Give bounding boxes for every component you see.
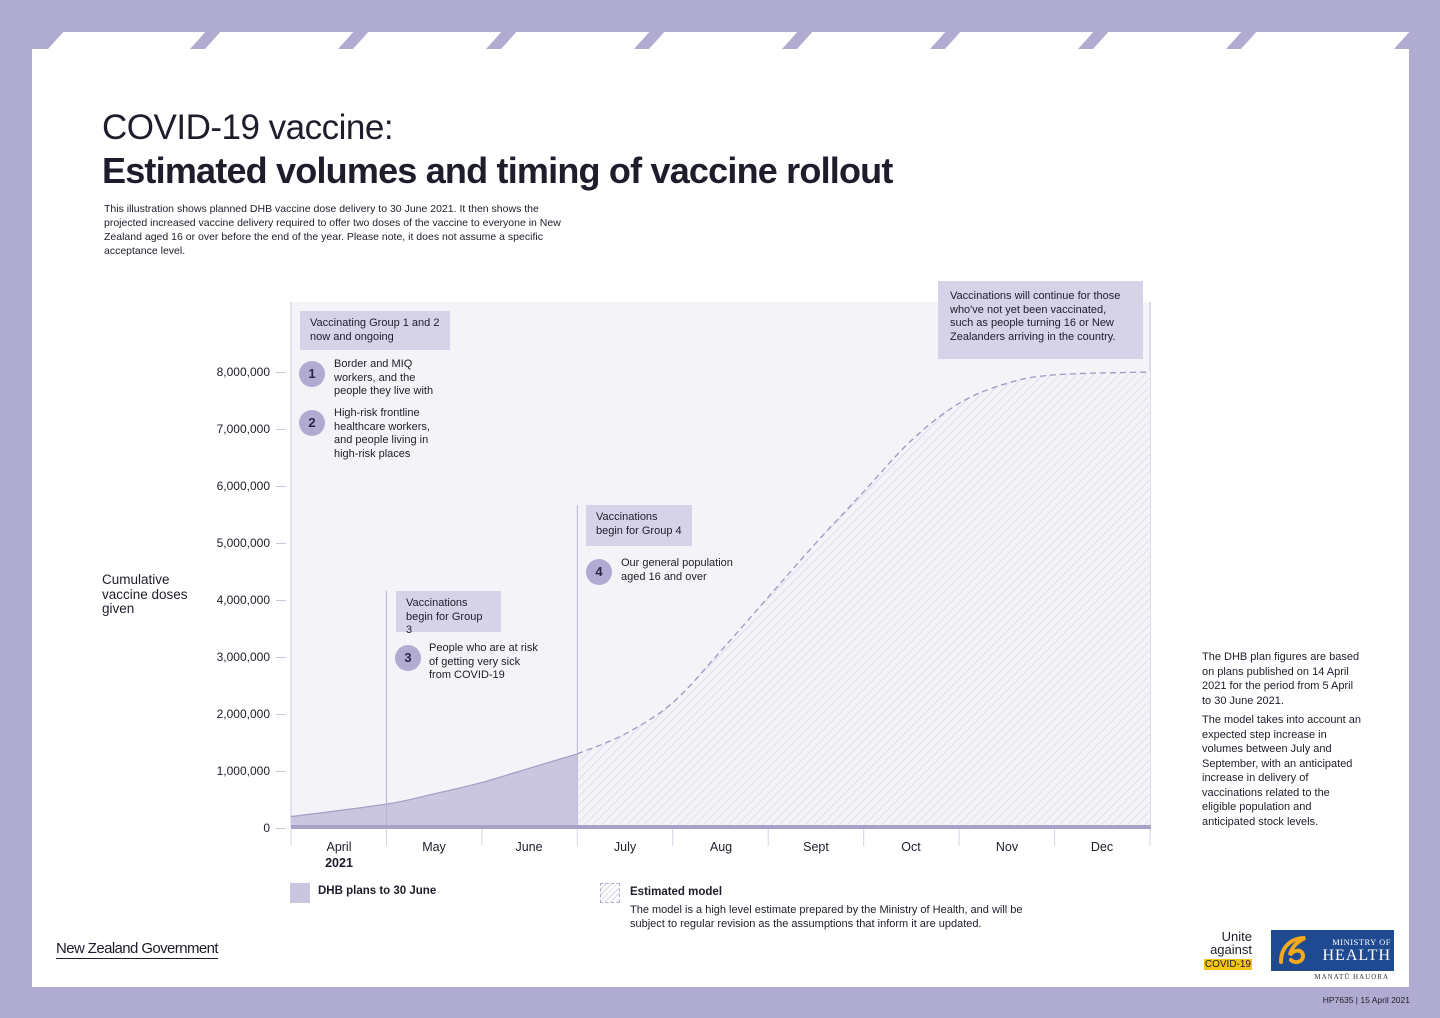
group12-box: Vaccinating Group 1 and 2 now and ongoing: [300, 311, 450, 350]
x-axis-baseline: [291, 825, 1151, 829]
y-tick-label: 1,000,000: [216, 764, 270, 778]
moh-line-2: HEALTH: [1322, 947, 1391, 964]
x-year-label: 2021: [325, 856, 353, 870]
group1-description: Border and MIQ workers, and the people they live with: [334, 358, 434, 397]
y-tick-label: 8,000,000: [216, 365, 270, 379]
group4-number: 4: [586, 559, 612, 585]
y-tick-label: 2,000,000: [216, 707, 270, 721]
y-tick-mark: [276, 771, 286, 772]
unite-text: Unite: [1221, 929, 1252, 944]
note-model: The model takes into account an expected step increase in volumes between July and September, with an anticipated increase in delivery of vaccinations related to the eligible population and anticipated stock levels.: [1202, 714, 1361, 828]
y-tick-mark: [276, 600, 286, 601]
x-tick-label: July: [613, 840, 637, 854]
x-tick-label: April: [326, 840, 352, 854]
legend-dhb-label: DHB plans to 30 June: [318, 885, 437, 897]
x-tick-label: June: [515, 840, 543, 854]
y-tick-mark: [276, 429, 286, 430]
title-line-2: Estimated volumes and timing of vaccine rollout: [102, 150, 893, 191]
y-tick-label: 5,000,000: [216, 536, 270, 550]
legend-model-description: The model is a high level estimate prepared by the Ministry of Health, and will be subject to regular revision as the assumptions that inform it are updated.: [630, 904, 1023, 930]
group3-box: Vaccinations begin for Group 3: [396, 591, 501, 632]
x-tick-label: Aug: [709, 840, 733, 854]
legend-model-label: Estimated model: [630, 886, 723, 898]
x-tick-label: May: [422, 840, 446, 854]
covid19-badge: COVID-19: [1204, 959, 1251, 970]
koru-icon: [1277, 935, 1309, 966]
intro-text: This illustration shows planned DHB vaccine dose delivery to 30 June 2021. It then shows the projected increased vaccine delivery required to offer two doses of the vaccine to everyone in New Zealand aged 16 or over before the end of the year. Please note, it does not assume a specific acceptance level.: [104, 203, 561, 257]
legend-dhb-swatch: [290, 883, 310, 903]
document-reference: HP7635 | 15 April 2021: [1322, 995, 1410, 1005]
y-tick-mark: [276, 714, 286, 715]
y-tick-label: 0: [263, 821, 270, 835]
manatu-hauora-text: MANATŪ HAUORA: [1314, 973, 1389, 981]
group4-box: Vaccinations begin for Group 4: [586, 505, 692, 546]
group4-description: Our general population aged 16 and over: [621, 557, 733, 583]
y-tick-label: 7,000,000: [216, 422, 270, 436]
legend-model-swatch: [600, 883, 620, 903]
note-dhb-plan: The DHB plan figures are based on plans published on 14 April 2021 for the period from 5 April to 30 June 2021.: [1202, 651, 1360, 707]
y-axis-label: Cumulative vaccine doses given: [102, 572, 188, 616]
y-tick-mark: [276, 372, 286, 373]
x-tick-label: Dec: [1090, 840, 1114, 854]
y-tick-mark: [276, 828, 286, 829]
moh-line-1: MINISTRY OF: [1332, 937, 1391, 947]
y-tick-mark: [276, 657, 286, 658]
group2-number: 2: [299, 410, 325, 436]
against-text: against: [1210, 942, 1252, 957]
group3-number: 3: [395, 645, 421, 671]
y-tick-label: 6,000,000: [216, 479, 270, 493]
title-line-1: COVID-19 vaccine:: [102, 108, 394, 147]
side-notes: [1202, 650, 1362, 834]
continue-box: Vaccinations will continue for those who've not yet been vaccinated, such as people turning 16 or New Zealanders arriving in the country.: [938, 281, 1143, 359]
x-tick-label: Nov: [995, 840, 1019, 854]
y-tick-mark: [276, 543, 286, 544]
y-tick-mark: [276, 486, 286, 487]
group3-description: People who are at risk of getting very sick from COVID-19: [429, 642, 538, 681]
nz-government-logo: New Zealand Government: [56, 940, 218, 957]
unite-against-covid-logo: [1202, 930, 1252, 971]
group2-description: High-risk frontline healthcare workers, and people living in high-risk places: [334, 407, 430, 460]
group1-number: 1: [299, 361, 325, 387]
y-tick-label: 4,000,000: [216, 593, 270, 607]
ministry-of-health-logo: [1271, 930, 1394, 971]
x-tick-label: Oct: [901, 840, 921, 854]
y-tick-label: 3,000,000: [216, 650, 270, 664]
x-tick-label: Sept: [803, 840, 829, 854]
